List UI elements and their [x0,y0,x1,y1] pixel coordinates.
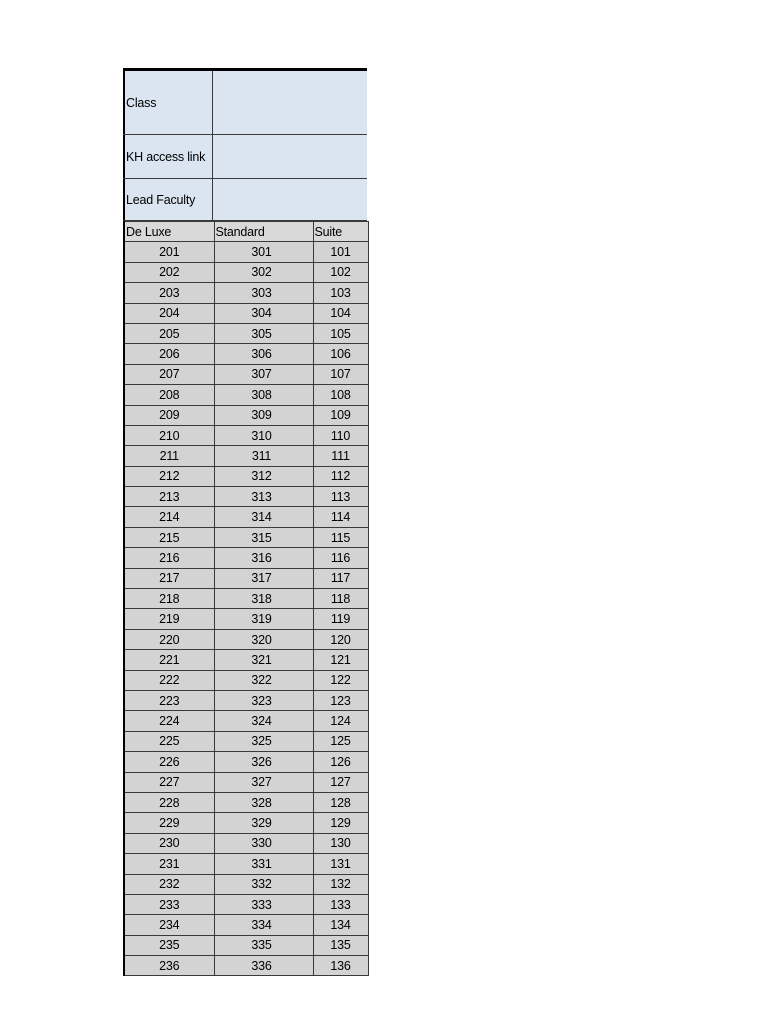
cell-de-luxe[interactable]: 228 [124,792,214,812]
cell-suite[interactable]: 134 [313,915,368,935]
table-row [124,262,368,282]
cell-de-luxe[interactable]: 207 [124,364,214,384]
cell-suite[interactable]: 110 [313,425,368,445]
cell-suite[interactable]: 121 [313,650,368,670]
cell-standard[interactable]: 328 [214,792,313,812]
cell-standard[interactable]: 322 [214,670,313,690]
class-label: Class [123,71,213,134]
cell-standard[interactable]: 326 [214,752,313,772]
cell-de-luxe[interactable]: 202 [124,262,214,282]
cell-de-luxe[interactable]: 224 [124,711,214,731]
cell-standard[interactable]: 320 [214,629,313,649]
cell-de-luxe[interactable]: 218 [124,589,214,609]
cell-suite[interactable]: 101 [313,242,368,262]
lead-faculty-row [123,179,367,221]
cell-de-luxe[interactable]: 204 [124,303,214,323]
cell-suite[interactable]: 135 [313,935,368,955]
cell-suite[interactable]: 106 [313,344,368,364]
cell-standard[interactable]: 314 [214,507,313,527]
cell-standard[interactable]: 324 [214,711,313,731]
cell-de-luxe[interactable]: 230 [124,833,214,853]
cell-suite[interactable]: 119 [313,609,368,629]
table-row [124,507,368,527]
cell-standard[interactable]: 305 [214,323,313,343]
cell-standard[interactable]: 323 [214,690,313,710]
class-value-cell[interactable] [213,71,367,134]
table-row [124,364,368,384]
table-row [124,589,368,609]
cell-de-luxe[interactable]: 214 [124,507,214,527]
cell-de-luxe[interactable]: 203 [124,283,214,303]
cell-suite[interactable]: 116 [313,548,368,568]
cell-suite[interactable]: 102 [313,262,368,282]
kh-access-link-value-cell[interactable] [213,135,367,178]
cell-standard[interactable]: 309 [214,405,313,425]
cell-suite[interactable]: 105 [313,323,368,343]
table-row [124,283,368,303]
cell-suite[interactable]: 104 [313,303,368,323]
cell-suite[interactable]: 115 [313,527,368,547]
cell-standard[interactable]: 313 [214,487,313,507]
cell-de-luxe[interactable]: 226 [124,752,214,772]
table-row [124,670,368,690]
cell-de-luxe[interactable]: 229 [124,813,214,833]
cell-de-luxe[interactable]: 205 [124,323,214,343]
cell-de-luxe[interactable]: 213 [124,487,214,507]
cell-de-luxe[interactable]: 209 [124,405,214,425]
cell-suite[interactable]: 122 [313,670,368,690]
cell-standard[interactable]: 317 [214,568,313,588]
table-row [124,650,368,670]
cell-suite[interactable]: 107 [313,364,368,384]
table-row [124,874,368,894]
class-row [123,71,367,135]
cell-suite[interactable]: 128 [313,792,368,812]
table-row [124,731,368,751]
cell-suite[interactable]: 112 [313,466,368,486]
cell-suite[interactable]: 124 [313,711,368,731]
kh-access-link-label: KH access link [123,135,213,178]
cell-de-luxe[interactable]: 212 [124,466,214,486]
cell-suite[interactable]: 133 [313,894,368,914]
cell-standard[interactable]: 325 [214,731,313,751]
cell-suite[interactable]: 103 [313,283,368,303]
cell-de-luxe[interactable]: 235 [124,935,214,955]
cell-de-luxe[interactable]: 208 [124,385,214,405]
cell-de-luxe[interactable]: 222 [124,670,214,690]
room-number-rows [124,242,368,976]
cell-standard[interactable]: 332 [214,874,313,894]
cell-de-luxe[interactable]: 227 [124,772,214,792]
table-row [124,935,368,955]
cell-de-luxe[interactable]: 234 [124,915,214,935]
cell-de-luxe[interactable]: 223 [124,690,214,710]
table-row [124,956,368,976]
cell-standard[interactable]: 303 [214,283,313,303]
cell-suite[interactable]: 132 [313,874,368,894]
cell-suite[interactable]: 130 [313,833,368,853]
table-row [124,609,368,629]
cell-standard[interactable]: 310 [214,425,313,445]
cell-suite[interactable]: 123 [313,690,368,710]
table-row [124,405,368,425]
cell-de-luxe[interactable]: 220 [124,629,214,649]
cell-standard[interactable]: 312 [214,466,313,486]
lead-faculty-value-cell[interactable] [213,179,367,220]
table-row [124,792,368,812]
cell-suite[interactable]: 109 [313,405,368,425]
table-row [124,446,368,466]
column-header-de-luxe: De Luxe [124,222,214,242]
cell-suite[interactable]: 108 [313,385,368,405]
table-row [124,548,368,568]
table-row [124,344,368,364]
cell-de-luxe[interactable]: 210 [124,425,214,445]
table-row [124,303,368,323]
cell-de-luxe[interactable]: 211 [124,446,214,466]
cell-standard[interactable]: 321 [214,650,313,670]
cell-de-luxe[interactable]: 206 [124,344,214,364]
cell-suite[interactable]: 120 [313,629,368,649]
table-row [124,487,368,507]
cell-standard[interactable]: 331 [214,854,313,874]
column-header-standard: Standard [214,222,313,242]
cell-de-luxe[interactable]: 233 [124,894,214,914]
cell-de-luxe[interactable]: 231 [124,854,214,874]
table-row [124,527,368,547]
cell-de-luxe[interactable]: 232 [124,874,214,894]
cell-standard[interactable]: 306 [214,344,313,364]
table-row [124,752,368,772]
table-row [124,690,368,710]
cell-suite[interactable]: 131 [313,854,368,874]
table-row [124,915,368,935]
cell-standard[interactable]: 308 [214,385,313,405]
cell-de-luxe[interactable]: 236 [124,956,214,976]
table-row [124,813,368,833]
cell-de-luxe[interactable]: 225 [124,731,214,751]
table-row [124,894,368,914]
cell-de-luxe[interactable]: 217 [124,568,214,588]
cell-standard[interactable]: 329 [214,813,313,833]
table-row [124,854,368,874]
column-header-suite: Suite [313,222,368,242]
table-row [124,568,368,588]
cell-suite[interactable]: 136 [313,956,368,976]
cell-standard[interactable]: 318 [214,589,313,609]
cell-suite[interactable]: 127 [313,772,368,792]
cell-standard[interactable]: 319 [214,609,313,629]
cell-standard[interactable]: 335 [214,935,313,955]
table-row [124,772,368,792]
lead-faculty-label: Lead Faculty [123,179,213,220]
cell-de-luxe[interactable]: 215 [124,527,214,547]
cell-de-luxe[interactable]: 219 [124,609,214,629]
cell-standard[interactable]: 334 [214,915,313,935]
cell-suite[interactable]: 111 [313,446,368,466]
kh-access-link-row [123,135,367,179]
table-row [124,242,368,262]
cell-standard[interactable]: 336 [214,956,313,976]
cell-standard[interactable]: 307 [214,364,313,384]
cell-standard[interactable]: 311 [214,446,313,466]
cell-suite[interactable]: 113 [313,487,368,507]
cell-de-luxe[interactable]: 221 [124,650,214,670]
cell-suite[interactable]: 114 [313,507,368,527]
cell-suite[interactable]: 126 [313,752,368,772]
cell-standard[interactable]: 333 [214,894,313,914]
cell-standard[interactable]: 315 [214,527,313,547]
cell-standard[interactable]: 327 [214,772,313,792]
table-row [124,711,368,731]
cell-standard[interactable]: 330 [214,833,313,853]
cell-standard[interactable]: 316 [214,548,313,568]
cell-standard[interactable]: 302 [214,262,313,282]
cell-suite[interactable]: 129 [313,813,368,833]
table-row [124,425,368,445]
cell-de-luxe[interactable]: 216 [124,548,214,568]
column-header-row [124,222,368,242]
cell-suite[interactable]: 125 [313,731,368,751]
table-row [124,323,368,343]
cell-de-luxe[interactable]: 201 [124,242,214,262]
cell-standard[interactable]: 301 [214,242,313,262]
table-row [124,629,368,649]
cell-standard[interactable]: 304 [214,303,313,323]
cell-suite[interactable]: 117 [313,568,368,588]
cell-suite[interactable]: 118 [313,589,368,609]
table-row [124,385,368,405]
room-number-table [123,221,369,976]
table-row [124,833,368,853]
table-row [124,466,368,486]
